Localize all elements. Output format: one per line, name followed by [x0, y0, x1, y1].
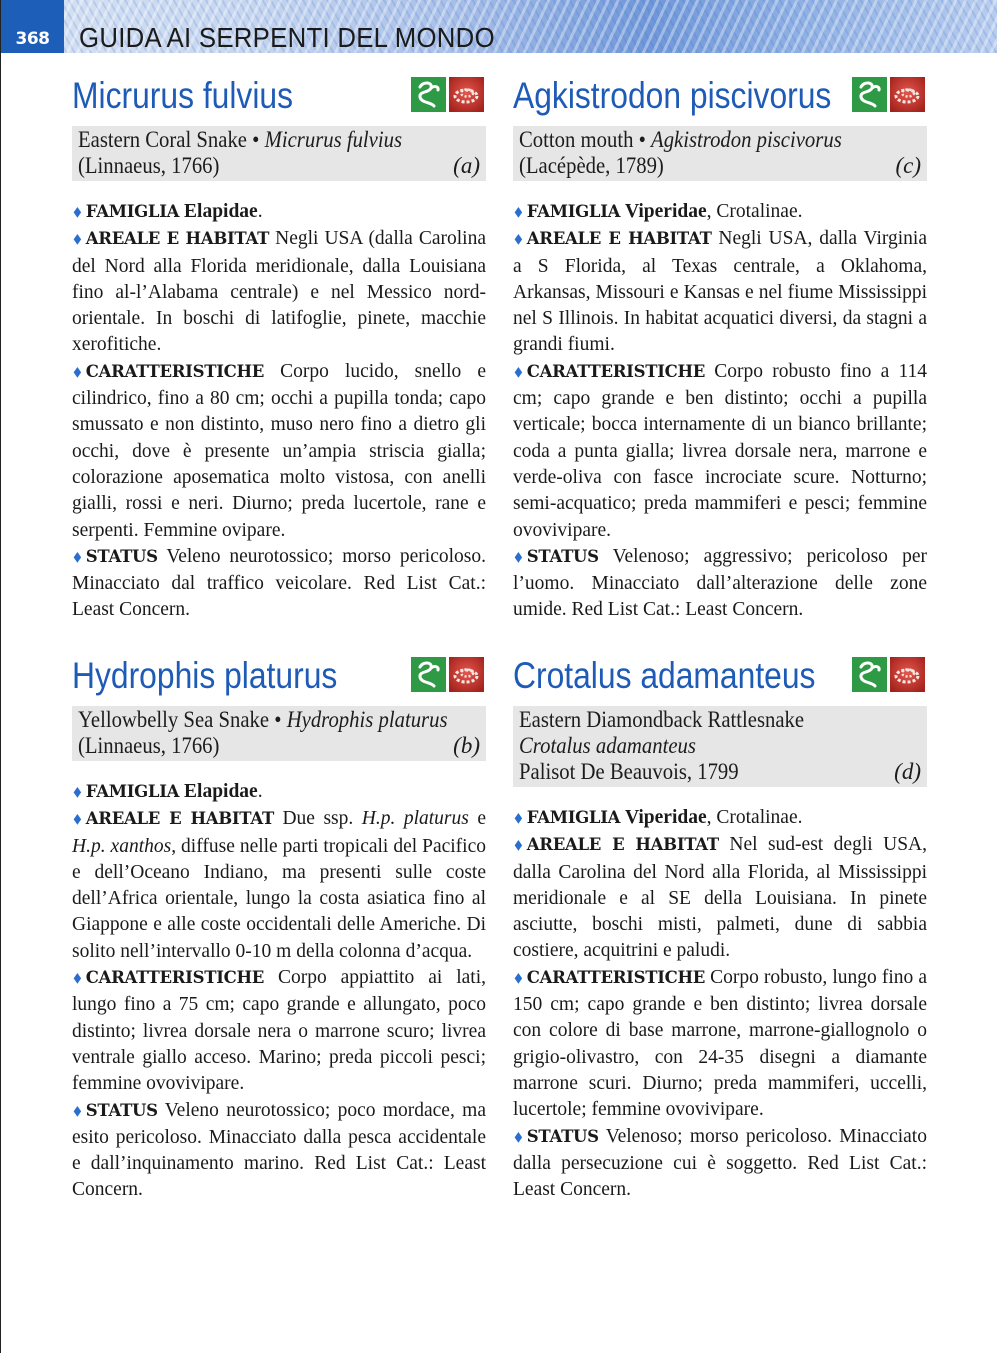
bullet-icon: ◆ [514, 970, 523, 986]
venomous-snake-red-icon [890, 657, 925, 692]
status-paragraph: ◆ STATUS Velenoso; aggressivo; pericoloso per l’uomo. Minacciato dall’alterazione delle zone umide. Red List Cat.: Least Concern. [513, 545, 927, 621]
bullet-icon: ◆ [73, 232, 82, 248]
features-paragraph: ◆ CARATTERISTICHE Corpo appiattito ai lati, lungo fino a 75 cm; capo grande e allungato, poco distinto; livrea dorsale nera o marrone scuro; livrea ventrale giallo acceso. Marino; preda piccoli pesci; femmine ovovivipare. [72, 967, 486, 1095]
venomous-snake-red-icon [449, 657, 484, 692]
scientific-name: Crotalus adamanteus [519, 733, 696, 758]
bullet-icon: ◆ [514, 811, 523, 826]
bullet-icon: ◆ [73, 205, 82, 220]
snake-green-icon [852, 657, 887, 692]
species-name-box [72, 126, 486, 181]
bullet-icon: ◆ [514, 232, 523, 248]
bullet-icon: ◆ [73, 971, 82, 987]
species-name-box [513, 706, 927, 787]
bullet-icon: ◆ [514, 549, 523, 565]
common-name: Eastern Coral Snake [78, 127, 248, 152]
bullet-icon: ◆ [73, 364, 82, 380]
authority: Palisot De Beauvois, 1799 [519, 759, 739, 784]
species-name-box [513, 126, 927, 181]
page-header [1, 0, 997, 53]
venomous-snake-red-icon [449, 77, 484, 112]
species-entry-agkistrodon-piscivorus [513, 72, 927, 624]
authority: (Linnaeus, 1766) [78, 733, 220, 758]
species-entry-crotalus-adamanteus [513, 652, 927, 1203]
famiglia-paragraph: ◆ FAMIGLIA Viperidae, Crotalinae. [513, 199, 927, 226]
running-title: GUIDA AI SERPENTI DEL MONDO [79, 22, 495, 53]
separator: • [247, 127, 265, 152]
famiglia-paragraph: ◆ FAMIGLIA Viperidae, Crotalinae. [513, 805, 927, 832]
authority: (Lacépède, 1789) [519, 153, 664, 178]
species-entry-hydrophis-platurus [72, 652, 486, 1204]
species-title: Agkistrodon piscivorus [513, 75, 832, 116]
species-title: Hydrophis platurus [72, 655, 338, 696]
species-title: Crotalus adamanteus [513, 655, 816, 696]
status-paragraph: ◆ STATUS Veleno neurotossico; morso pericoloso. Minacciato dal traffico veicolare. Red List Cat.: Least Concern. [72, 545, 486, 621]
species-title: Micrurus fulvius [72, 75, 294, 116]
common-name: Eastern Diamondback Rattlesnake [519, 707, 805, 732]
bullet-icon: ◆ [73, 549, 82, 565]
scientific-name: Micrurus fulvius [264, 127, 403, 152]
bullet-icon: ◆ [73, 812, 82, 828]
snake-green-icon [411, 657, 446, 692]
bullet-icon: ◆ [514, 838, 523, 854]
bullet-icon: ◆ [514, 364, 523, 380]
species-entry-micrurus-fulvius [72, 72, 486, 624]
venomous-snake-red-icon [890, 77, 925, 112]
common-name: Yellowbelly Sea Snake [78, 707, 270, 732]
scientific-name: Hydrophis platurus [286, 707, 448, 732]
habitat-paragraph: ◆ AREALE E HABITAT Nel sud-est degli USA, dalla Carolina del Nord alla Florida, al Mississippi meridionale e al SE della Louisiana. In pinete asciutte, boschi misti, palmeti, dune di sabbia costiere, acquitrini e paludi. [513, 834, 928, 962]
status-paragraph: ◆ STATUS Velenoso; morso pericoloso. Minacciato dalla persecuzione cui è soggetto. Red List Cat.: Least Concern. [513, 1125, 927, 1201]
bullet-icon: ◆ [514, 1129, 523, 1145]
plate-letter: (d) [894, 759, 921, 784]
common-name: Cotton mouth [519, 127, 634, 152]
scientific-name: Agkistrodon piscivorus [651, 127, 842, 152]
page-number: 368 [1, 0, 64, 53]
authority: (Linnaeus, 1766) [78, 153, 220, 178]
species-name-box [72, 706, 486, 761]
habitat-paragraph: ◆ AREALE E HABITAT Negli USA (dalla Carolina del Nord alla Florida meridionale, dalla Louisiana fino al-l’Alabama centrale) e nel Messico nord-orientale. In boschi di latifoglie, pinete, macchie xerofitiche. [72, 228, 487, 356]
separator: • [633, 127, 652, 152]
features-paragraph: ◆ CARATTERISTICHE Corpo robusto fino a 114 cm; capo grande e ben distinto; occhi a pupilla verticale; bocca internamente di un bianco brillante; coda a punta gialla; livrea dorsale nera, marrone e verde-oliva con fasce incrociate scure. Notturno; semi-acquatico; preda mammiferi e pesci; femmine ovovivipare. [513, 360, 928, 541]
plate-letter: (c) [895, 153, 921, 178]
separator: • [269, 707, 287, 732]
plate-letter: (a) [453, 153, 480, 178]
habitat-paragraph: ◆ AREALE E HABITAT Negli USA, dalla Virginia a S Florida, al Texas centrale, a Oklahoma, Arkansas, Missouri e Kansas e nel fiume Mississippi nel S Illinois. In habitat acquatici diversi, da stagni a grandi fiumi. [513, 228, 928, 356]
bullet-icon: ◆ [73, 1103, 82, 1119]
status-paragraph: ◆ STATUS Veleno neurotossico; poco mordace, ma esito pericoloso. Minacciato dalla pesca accidentale e dall’inquinamento marino. Red List Cat.: Least Concern. [72, 1099, 486, 1201]
plate-letter: (b) [453, 733, 480, 758]
snake-green-icon [411, 77, 446, 112]
features-paragraph: ◆ CARATTERISTICHE Corpo robusto, lungo fino a 150 cm; capo grande e ben distinto; livrea dorsale con colore di base marrone, marrone-giallognolo o grigio-olivastro, con 24-35 disegni a diamante marrone scuri. Diurno; preda mammiferi, uccelli, lucertole; femmine ovovivipare. [513, 966, 928, 1121]
bullet-icon: ◆ [73, 785, 82, 800]
famiglia-paragraph: ◆ FAMIGLIA Elapidae. [72, 199, 486, 226]
features-paragraph: ◆ CARATTERISTICHE Corpo lucido, snello e cilindrico, fino a 80 cm; occhi a pupilla tonda; capo smussato e non distinto, muso nero fino a dietro gli occhi, dove è presente un’ampia striscia gialla; colorazione aposematica molto vistosa, con anelli gialli, rossi e neri. Diurno; preda lucertole, rane e serpenti. Femmine ovipare. [72, 360, 486, 541]
snake-green-icon [852, 77, 887, 112]
habitat-paragraph: ◆ AREALE E HABITAT Due ssp. H.p. platurus e H.p. xanthos, diffuse nelle parti tropicali del Pacifico e dell’Oceano Indiano, ma presenti sulle coste dell’Africa orientale, lungo la costa asiatica fino al Giappone e alle coste occidentali delle Americhe. Di solito nell’intervallo 0-10 m della colonna d’acqua. [72, 808, 486, 962]
bullet-icon: ◆ [514, 205, 523, 220]
famiglia-paragraph: ◆ FAMIGLIA Elapidae. [72, 779, 486, 806]
